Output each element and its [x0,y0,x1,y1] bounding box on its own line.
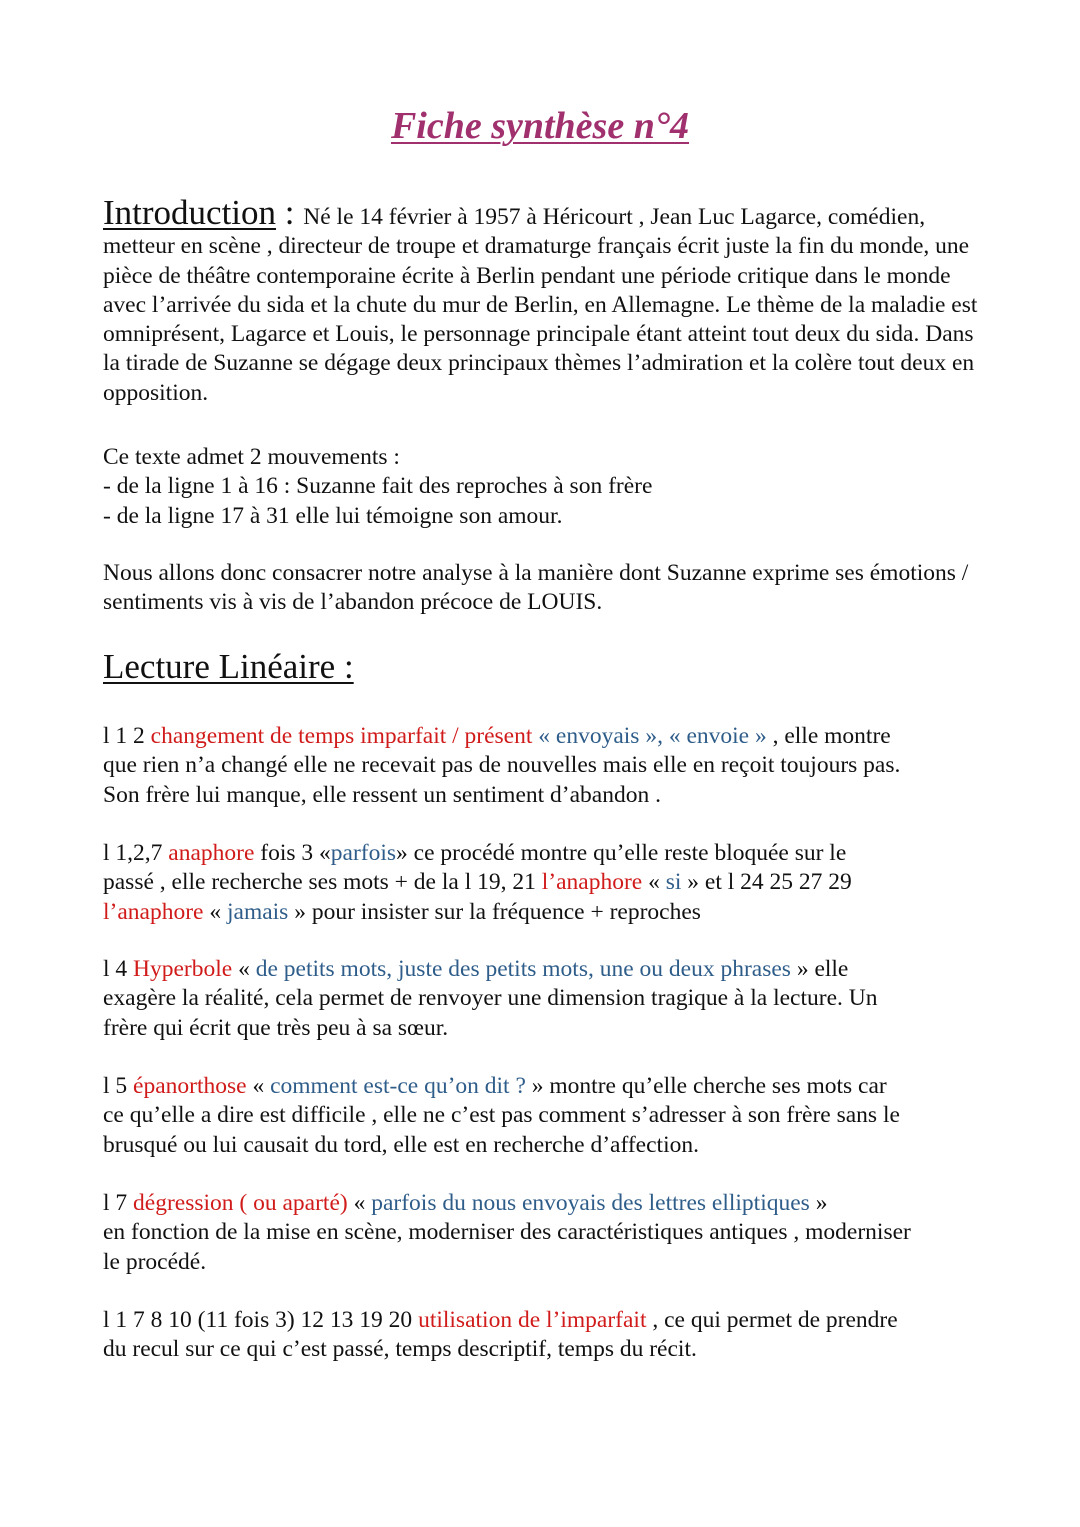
quote: comment est-ce qu’on dit ? [270,1073,526,1099]
movements-block [103,443,983,531]
commentary: » montre qu’elle cherche ses mots car [525,1073,887,1099]
figure-of-speech: dégression ( ou aparté) [133,1190,348,1216]
commentary: ce qu’elle a dire est difficile , elle ne c’est pas comment s’adresser à son frère sans le [103,1102,900,1129]
analysis-paragraph-4 [103,1072,983,1160]
figure-of-speech: anaphore [168,840,255,866]
analysis-statement: Nous allons donc consacrer notre analyse à la manière dont Suzanne exprime ses émotions / sentiments vis à vis de l’abandon précoce de LOUIS. [103,560,969,616]
figure-of-speech: utilisation de l’imparfait [418,1307,647,1333]
commentary: , ce qui permet de prendre [646,1307,898,1333]
page-title: Fiche synthèse n°4 [390,105,690,147]
commentary: » pour insister sur la fréquence + reproches [288,898,701,925]
line [103,1072,983,1101]
analysis-paragraph-6 [103,1306,983,1365]
commentary: exagère la réalité, cela permet de renvoyer une dimension tragique à la lecture. Un [103,985,878,1012]
introduction-text: Né le 14 février à 1957 à Héricourt , Jean Luc Lagarce, comédien, metteur en scène , directeur de troupe et dramaturge français écrit juste la fin du monde, une pièce de théâtre contemporaine écrite à Berlin pendant une période critique dans le monde avec l’arrivée du sida et la chute du mur de Berlin, en Allemagne. Le thème de la maladie est omniprésent, Lagarce et Louis, le personnage principale étant atteint tout deux du sida. Dans la tirade de Suzanne se dégage deux principaux thèmes l’admiration et la colère tout deux en opposition. [103,204,978,406]
movement-item: - de la ligne 1 à 16 : Suzanne fait des reproches à son frère [103,473,653,500]
line [103,868,983,897]
quote: de petits mots, juste des petits mots, une ou deux phrases [255,956,791,982]
introduction-heading: Introduction [103,193,277,232]
analysis-paragraph-1 [103,722,983,810]
analysis-paragraph-5 [103,1189,983,1277]
commentary: passé , elle recherche ses mots + de la l 19, 21 [103,869,542,896]
commentary: » et l 24 25 27 29 [681,869,852,896]
commentary: fois 3 « [254,840,331,866]
commentary: » elle [790,956,849,982]
introduction-colon: : [276,193,304,232]
commentary: brusqué ou lui causait du tord, elle est en recherche d’affection. [103,1131,699,1158]
figure-of-speech: Hyperbole [133,956,233,982]
commentary: « [347,1190,372,1216]
line-ref: l 7 [103,1190,134,1216]
movements-intro: Ce texte admet 2 mouvements : [103,444,400,470]
commentary: « [232,956,256,982]
line [103,898,983,927]
figure-of-speech: changement de temps imparfait / présent [150,723,533,749]
figure-of-speech: l’anaphore [103,898,204,925]
introduction-paragraph [103,193,983,408]
line [103,839,983,868]
commentary: » [809,1190,828,1216]
line [103,955,983,984]
commentary: le procédé. [103,1248,207,1275]
quote: parfois du nous envoyais des lettres elliptiques [371,1190,810,1216]
line-ref: l 5 [103,1073,134,1099]
commentary: du recul sur ce qui c’est passé, temps descriptif, temps du récit. [103,1336,697,1363]
commentary: « [246,1073,271,1099]
commentary: que rien n’a changé elle ne recevait pas de nouvelles mais elle en reçoit toujours pas. [103,752,901,779]
line [103,1306,983,1335]
quote: si [665,869,682,896]
commentary: en fonction de la mise en scène, moderniser des caractéristiques antiques , moderniser [103,1219,911,1246]
commentary: « [203,898,227,925]
figure-of-speech: épanorthose [133,1073,247,1099]
movement-item: - de la ligne 17 à 31 elle lui témoigne son amour. [103,502,563,529]
line-ref: l 1,2,7 [103,840,169,866]
commentary: « [642,869,666,896]
line [103,722,983,751]
analysis-paragraph-2 [103,839,983,927]
commentary: , elle montre [772,723,891,749]
quote: parfois [330,840,397,866]
commentary: Son frère lui manque, elle ressent un sentiment d’abandon . [103,781,661,808]
analysis-paragraph-3 [103,955,983,1043]
section-heading: Lecture Linéaire : [103,647,354,686]
commentary: » ce procédé montre qu’elle reste bloquée sur le [396,840,847,866]
commentary: frère qui écrit que très peu à sa sœur. [103,1014,449,1041]
line-ref: l 4 [103,956,134,982]
line-ref: l 1 2 [103,723,151,749]
line [103,1189,983,1218]
quote: jamais [226,898,289,925]
line-ref: l 1 7 8 10 (11 fois 3) 12 13 19 20 [103,1307,419,1333]
figure-of-speech: l’anaphore [541,869,643,896]
quote: « envoyais », « envoie » [532,723,773,749]
